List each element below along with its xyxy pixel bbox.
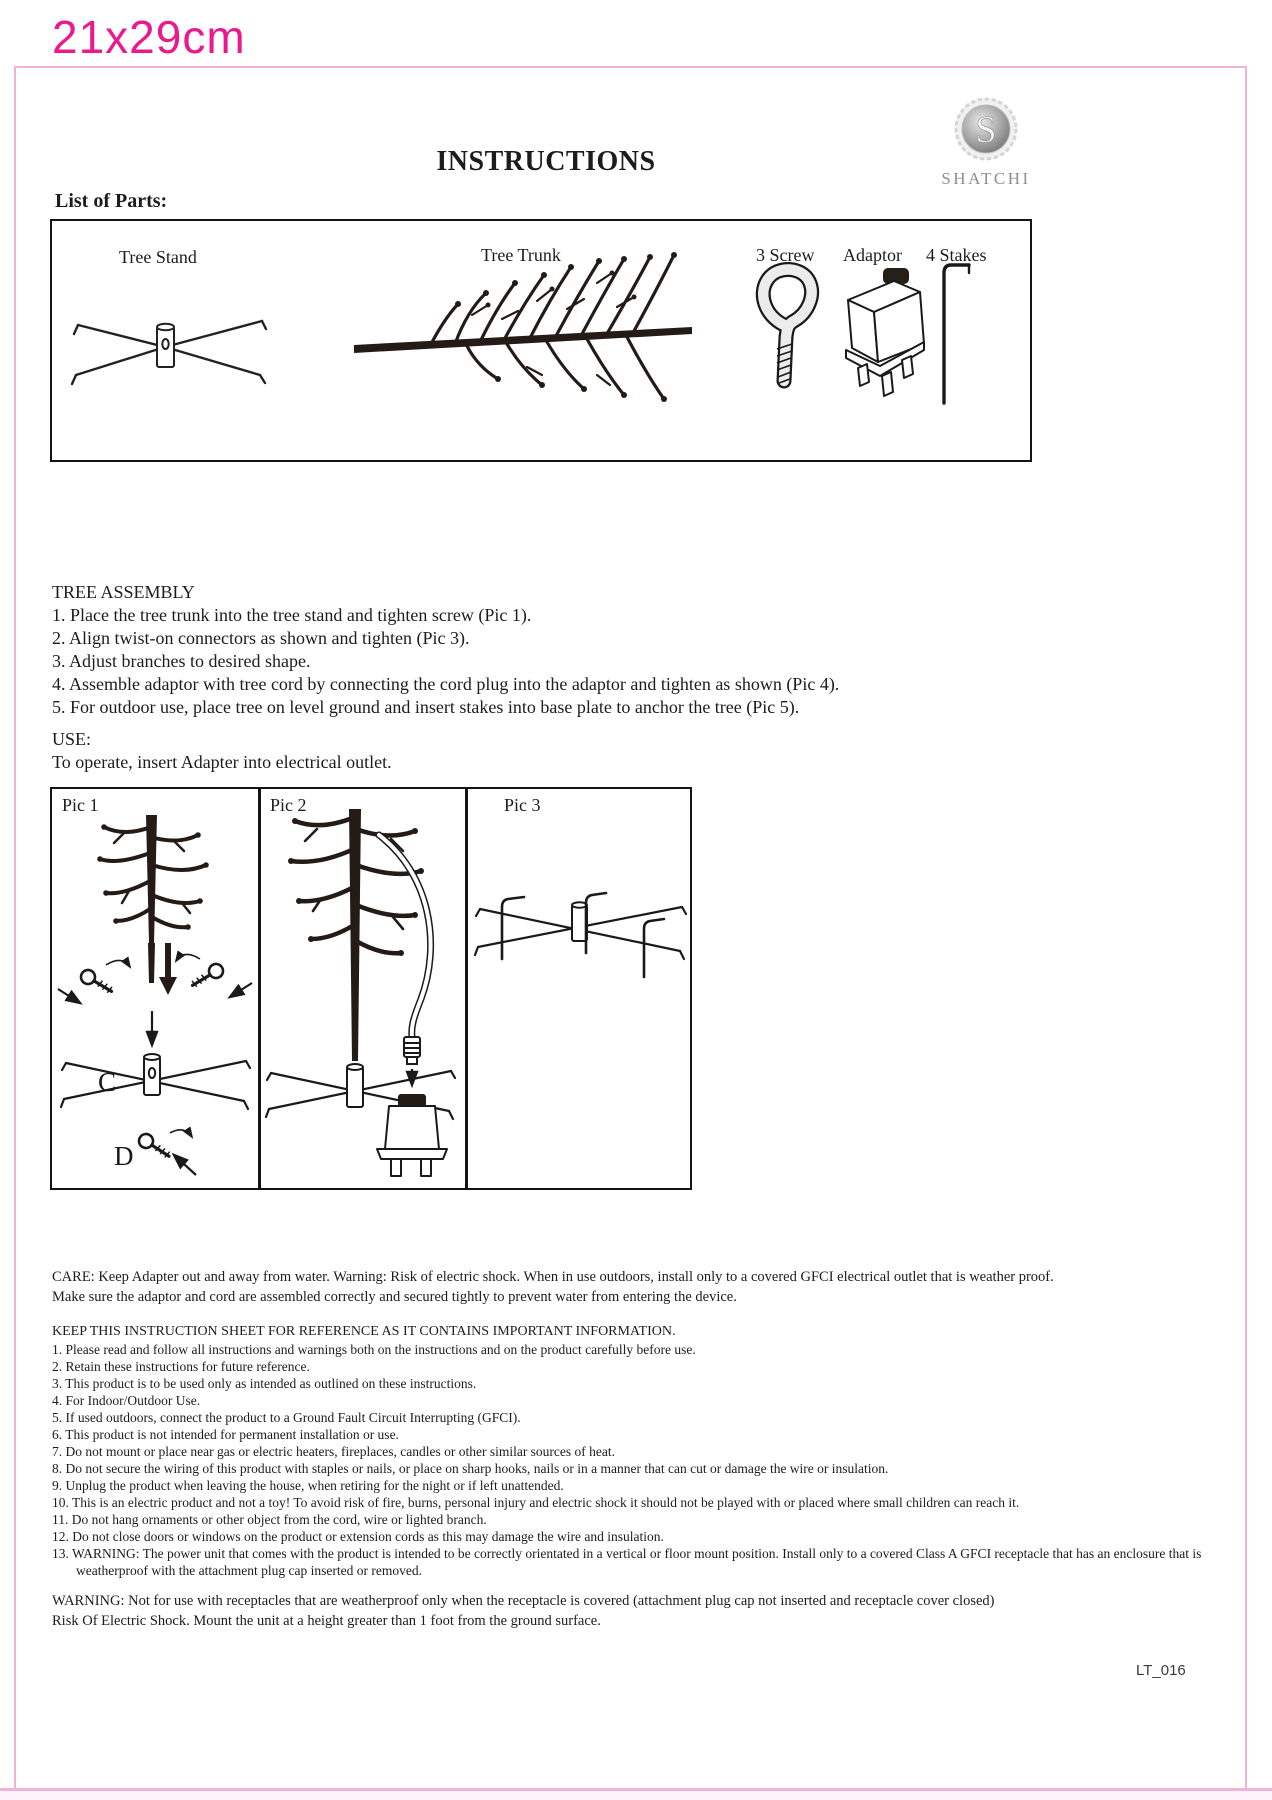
use-text: To operate, insert Adapter into electrical outlet.	[52, 752, 392, 772]
keep-item: 6. This product is not intended for permanent installation or use.	[52, 1427, 399, 1442]
assembly-step: 3. Adjust branches to desired shape.	[52, 651, 311, 671]
pic1-marker-c: C	[98, 1067, 117, 1097]
assembly-heading: TREE ASSEMBLY	[52, 582, 195, 602]
pic1-marker-d: D	[114, 1141, 134, 1171]
pic3-diagram	[468, 819, 692, 1029]
parts-box	[50, 219, 1032, 462]
keep-item: 8. Do not secure the wiring of this product with staples or nails, or place on sharp hooks, nails or in a manner that can cut or damage the wire or insulation.	[52, 1461, 889, 1476]
pic1-label: Pic 1	[62, 795, 99, 815]
keep-item: 5. If used outdoors, connect the product to a Ground Fault Circuit Interrupting (GFCI).	[52, 1410, 521, 1425]
keep-item: 9. Unplug the product when leaving the house, when retiring for the night or if left unattended.	[52, 1478, 564, 1493]
eye-screw-illustration	[752, 261, 822, 411]
page-size-label: 21x29cm	[52, 11, 246, 63]
care-section	[52, 1268, 1236, 1307]
tree-trunk-illustration	[352, 249, 697, 429]
keep-item: 4. For Indoor/Outdoor Use.	[52, 1393, 201, 1408]
part-label-stakes: 4 Stakes	[926, 245, 987, 265]
care-line: CARE: Keep Adapter out and away from water. Warning: Risk of electric shock. When in use outdoors, install only to a covered GFCI electrical outlet that is weather proof.	[52, 1269, 1054, 1285]
brand-initial: S	[975, 109, 997, 151]
list-of-parts-label: List of Parts:	[55, 190, 168, 212]
part-label-adaptor: Adaptor	[843, 245, 902, 265]
keep-item: 2. Retain these instructions for future reference.	[52, 1359, 310, 1374]
pic1-diagram	[54, 815, 256, 1189]
assembly-step: 4. Assemble adaptor with tree cord by connecting the cord plug into the adaptor and tighten as shown (Pic 4).	[52, 674, 840, 694]
pic2-label: Pic 2	[270, 795, 307, 815]
assembly-step: 2. Align twist-on connectors as shown and tighten (Pic 3).	[52, 628, 470, 648]
stake-illustration	[937, 259, 973, 409]
assembly-step: 5. For outdoor use, place tree on level ground and insert stakes into base plate to anchor the tree (Pic 5).	[52, 697, 800, 717]
brand-name: SHATCHI	[941, 169, 1031, 188]
warning-line: Risk Of Electric Shock. Mount the unit at a height greater than 1 foot from the ground surface.	[52, 1612, 601, 1629]
footer-code: LT_016	[1136, 1662, 1186, 1679]
keep-item: 3. This product is to be used only as intended as outlined on these instructions.	[52, 1376, 477, 1391]
pic2-diagram	[261, 809, 463, 1189]
keep-item: 11. Do not hang ornaments or other object from the cord, wire or lighted branch.	[52, 1512, 487, 1527]
keep-item: 10. This is an electric product and not a toy! To avoid risk of fire, burns, personal injury and electric shock it should not be played with or placed where small children can reach it.	[52, 1495, 1020, 1510]
bottom-edge-band	[0, 1791, 1272, 1800]
brand-logo	[940, 96, 1032, 189]
keep-item: 7. Do not mount or place near gas or electric heaters, fireplaces, candles or other similar sources of heat.	[52, 1444, 616, 1459]
part-label-tree-stand: Tree Stand	[119, 247, 197, 267]
pictures-box	[50, 787, 692, 1190]
part-label-tree-trunk: Tree Trunk	[481, 245, 561, 265]
keep-item: 13. WARNING: The power unit that comes with the product is intended to be correctly orientated in a vertical or floor mount position. Install only to a covered Class A GFCI receptacle that has an enclosure that is weatherproof with the attachment plug cap inserted or removed.	[52, 1546, 1202, 1578]
part-label-screw: 3 Screw	[756, 245, 815, 265]
assembly-step: 1. Place the tree trunk into the tree stand and tighten screw (Pic 1).	[52, 605, 532, 625]
keep-items	[52, 1341, 1240, 1579]
adaptor-illustration	[840, 266, 926, 401]
page-title: INSTRUCTIONS	[436, 146, 656, 177]
keep-item: 1. Please read and follow all instructions and warnings both on the instructions and on the product carefully before use.	[52, 1342, 696, 1357]
warning-line: WARNING: Not for use with receptacles that are weatherproof only when the receptacle is covered (attachment plug cap not inserted and receptacle cover closed)	[52, 1593, 995, 1609]
assembly-steps	[52, 604, 1232, 719]
pic3-label: Pic 3	[504, 795, 541, 815]
use-section	[52, 728, 1232, 774]
care-line: Make sure the adaptor and cord are assembled correctly and secured tightly to prevent water from entering the device.	[52, 1288, 737, 1305]
tree-stand-illustration	[70, 291, 270, 401]
use-heading: USE:	[52, 729, 92, 749]
assembly-section	[52, 581, 1232, 719]
brand-emblem-icon	[952, 96, 1020, 162]
keep-heading: KEEP THIS INSTRUCTION SHEET FOR REFERENCE AS IT CONTAINS IMPORTANT INFORMATION.	[52, 1324, 676, 1339]
warning-section	[52, 1592, 1236, 1631]
keep-section	[52, 1322, 1240, 1579]
keep-item: 12. Do not close doors or windows on the product or extension cords as this may damage the wire and insulation.	[52, 1529, 664, 1544]
